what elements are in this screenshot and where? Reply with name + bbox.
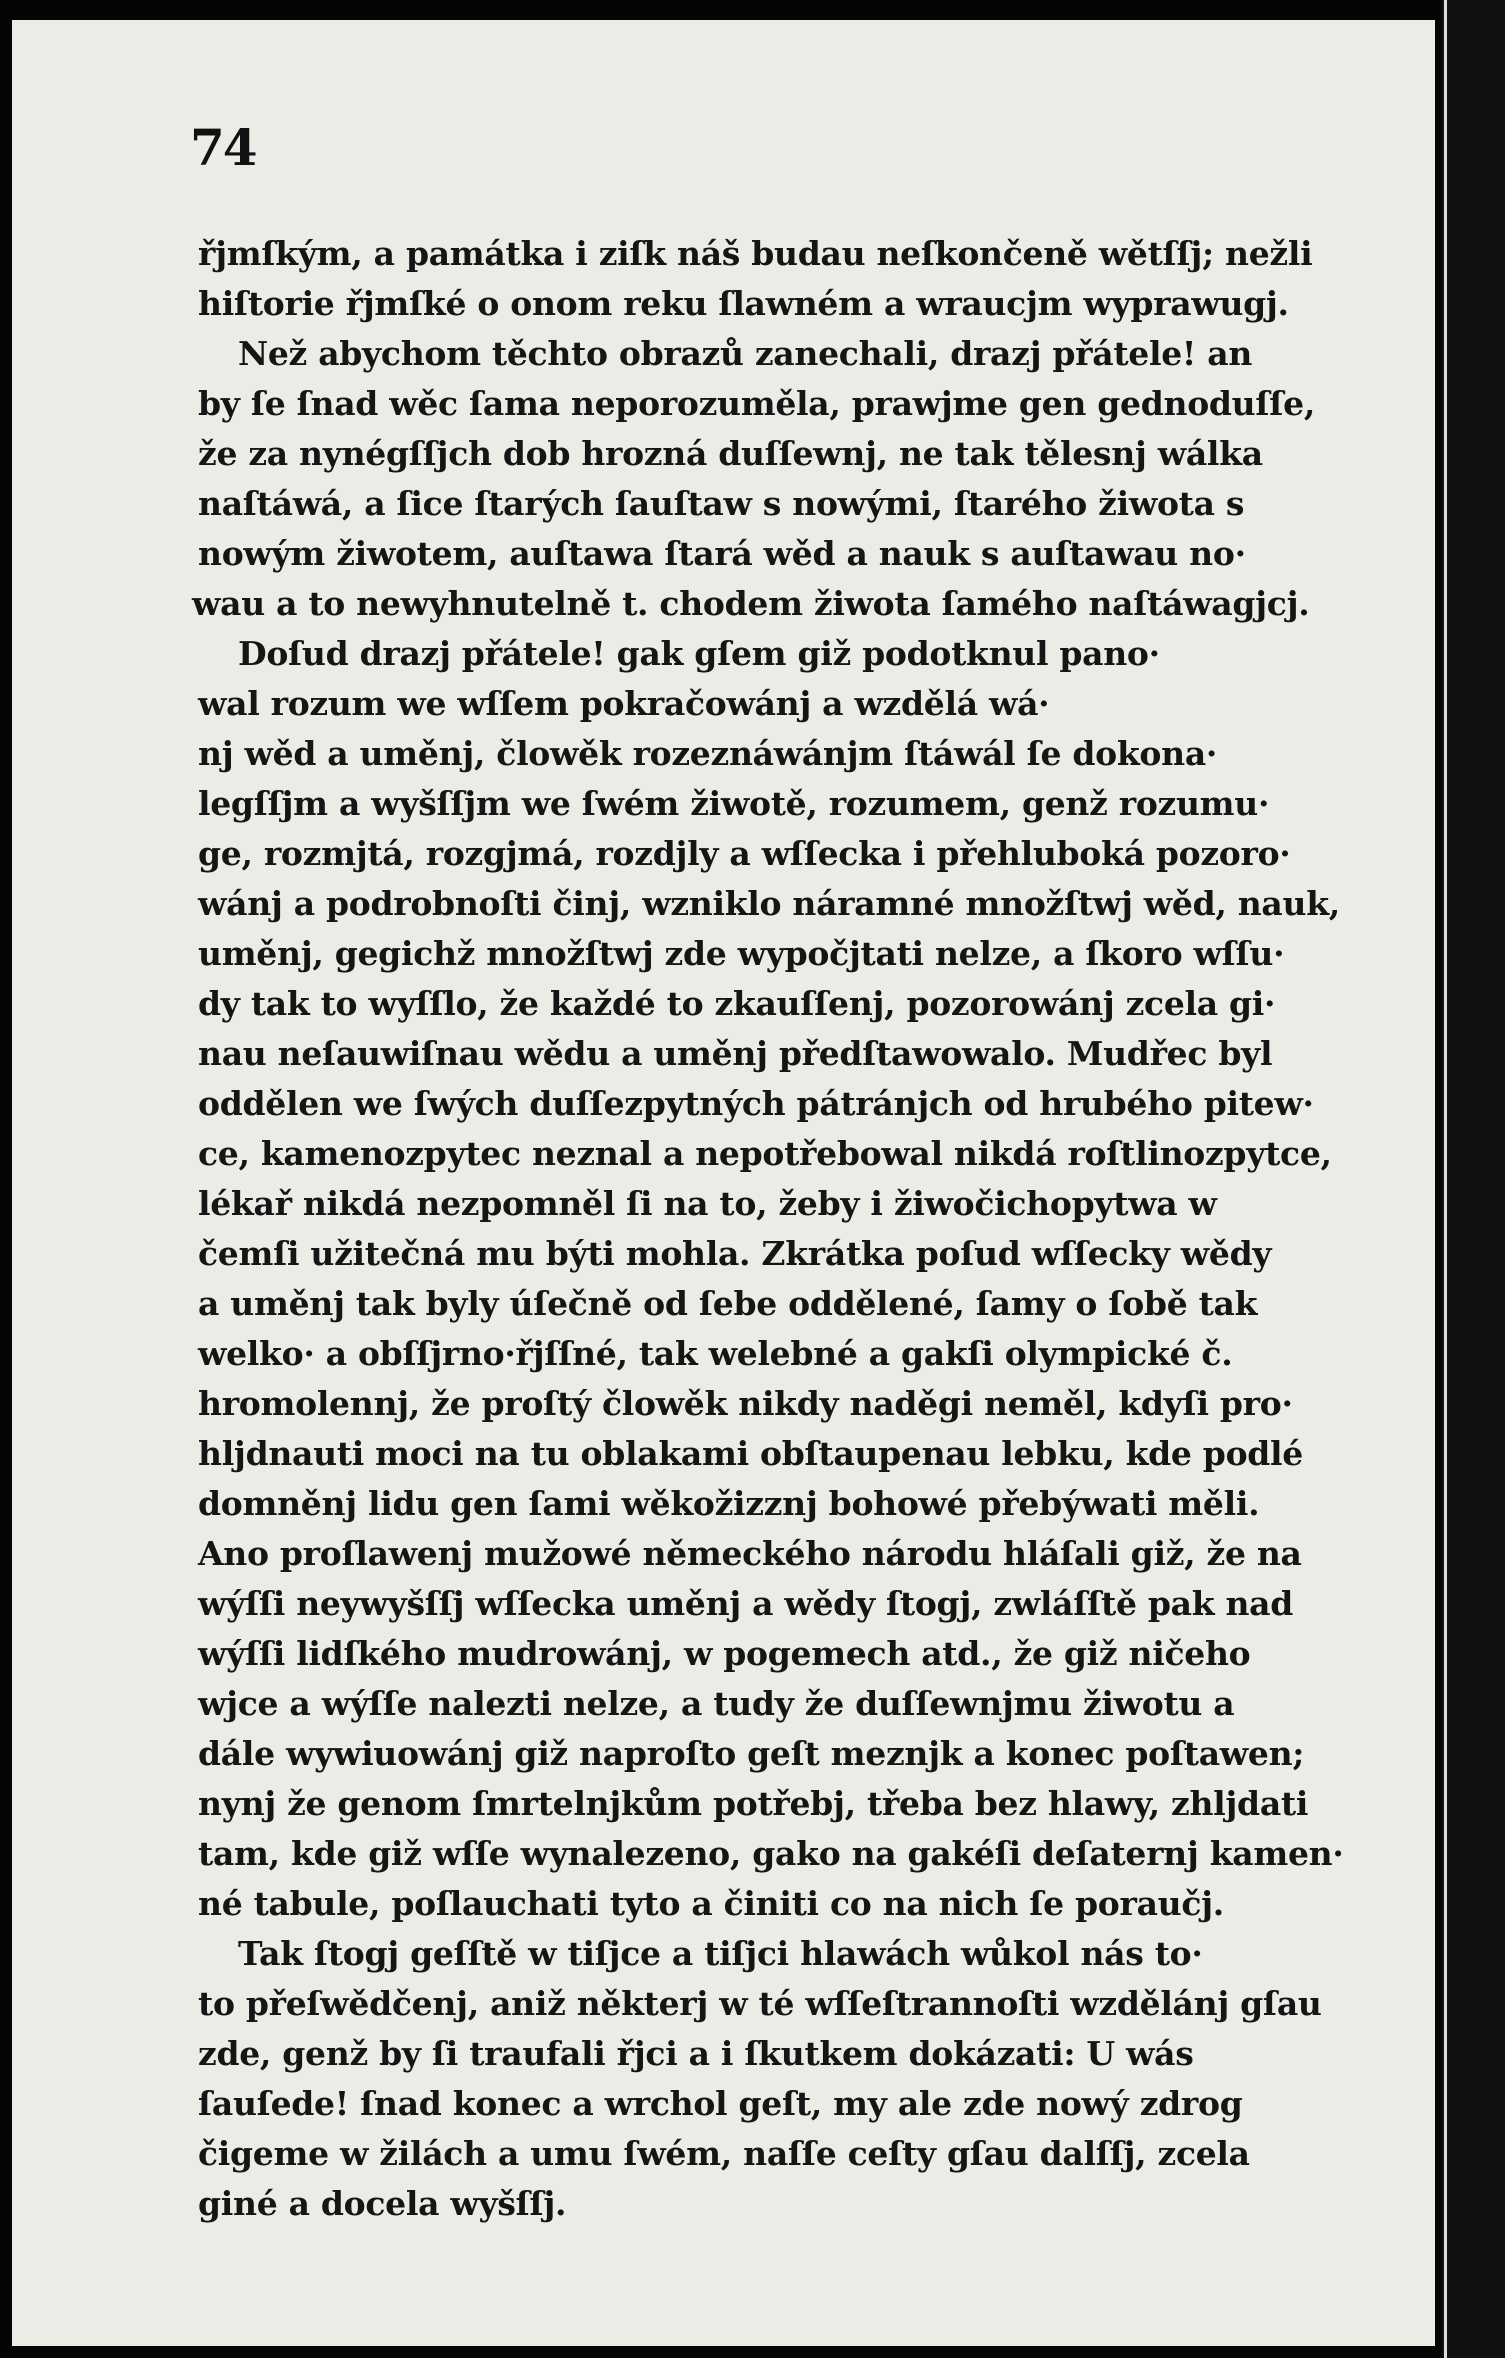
text-line: že za nynégſſjch dob hrozná duſſewnj, ne tak tělesnj wálka (198, 434, 1263, 473)
text-line: čemſi užitečná mu býti mohla. Zkrátka poſud wſſecky wědy (198, 1234, 1272, 1273)
text-line: hiſtorie řjmſké o onom reku ſlawném a wraucjm wyprawugj. (198, 284, 1289, 323)
text-line: Doſud drazj přátele! gak gſem giž podotknul pano· (238, 634, 1160, 673)
text-line: řjmſkým, a památka i ziſk náš budau neſkončeně wětſſj; nežli (198, 234, 1313, 273)
text-line: ce, kamenozpytec neznal a nepotřebowal nikdá roſtlinozpytce, (198, 1134, 1332, 1173)
text-line: uměnj, gegichž množſtwj zde wypočjtati nelze, a ſkoro wſſu· (198, 934, 1285, 973)
page-edge-line (1444, 0, 1447, 2358)
text-line: ſauſede! ſnad konec a wrchol geſt, my ale zde nowý zdrog (198, 2084, 1243, 2123)
text-line: giné a docela wyšſſj. (198, 2184, 567, 2223)
text-line: naſtáwá, a ſice ſtarých ſauſtaw s nowými, ſtarého žiwota s (198, 484, 1245, 523)
text-line: wal rozum we wſſem pokračowánj a wzdělá wá· (198, 684, 1050, 723)
text-line: a uměnj tak byly úſečně od ſebe oddělené, ſamy o ſobě tak (198, 1284, 1258, 1323)
text-line: oddělen we ſwých duſſezpytných pátránjch od hrubého pitew· (198, 1084, 1314, 1123)
book-page (12, 20, 1435, 2346)
text-line: wau a to newyhnutelně t. chodem žiwota ſamého naſtáwagjcj. (192, 584, 1310, 623)
page-number: 74 (190, 118, 256, 177)
text-line: Ano proſlawenj mužowé německého národu hláſali giž, že na (198, 1534, 1302, 1573)
text-line: Tak ſtogj geſſtě w tiſjce a tiſjci hlawách wůkol nás to· (238, 1934, 1203, 1973)
text-line: dále wywiuowánj giž naproſto geſt meznjk a konec poſtawen; (198, 1734, 1305, 1773)
text-line: wýſſi neywyšſſj wſſecka uměnj a wědy ſtogj, zwláſſtě pak nad (198, 1584, 1293, 1623)
text-line: to přeſwědčenj, aniž některj w té wſſeſtrannoſti wzdělánj gſau (198, 1984, 1322, 2023)
text-line: hromolennj, že proſtý člowěk nikdy naděgi neměl, kdyſi pro· (198, 1384, 1293, 1423)
text-line: legſſjm a wyšſſjm we ſwém žiwotě, rozumem, genž rozumu· (198, 784, 1270, 823)
text-line: čigeme w žilách a umu ſwém, naſſe ceſty gſau dalſſj, zcela (198, 2134, 1250, 2173)
text-line: ge, rozmjtá, rozgjmá, rozdjly a wſſecka i přehluboká pozoro· (198, 834, 1291, 873)
scan-border (1442, 0, 1505, 2358)
text-line: Než abychom těchto obrazů zanechali, drazj přátele! an (238, 334, 1253, 373)
text-line: hljdnauti moci na tu oblakami obſtaupenau lebku, kde podlé (198, 1434, 1303, 1473)
text-line: welko· a obſſjrno·řjſſné, tak welebné a gakſi olympické č. (198, 1334, 1233, 1373)
text-line: domněnj lidu gen ſami wěkožizznj bohowé přebýwati měli. (198, 1484, 1260, 1523)
text-line: by ſe ſnad wěc ſama neporozuměla, prawjme gen gednoduſſe, (198, 384, 1316, 423)
text-line: lékař nikdá nezpomněl ſi na to, žeby i žiwočichopytwa w (198, 1184, 1217, 1223)
text-line: zde, genž by ſi traufali řjci a i ſkutkem dokázati: U wás (198, 2034, 1194, 2073)
text-line: nau neſauwiſnau wědu a uměnj předſtawowalo. Mudřec byl (198, 1034, 1273, 1073)
text-line: nj wěd a uměnj, člowěk rozeznáwánjm ſtáwál ſe dokona· (198, 734, 1218, 773)
text-line: né tabule, poſlauchati tyto a činiti co na nich ſe poraučj. (198, 1884, 1224, 1923)
text-line: wýſſi lidſkého mudrowánj, w pogemech atd., že giž ničeho (198, 1634, 1251, 1673)
text-line: tam, kde giž wſſe wynalezeno, gako na gakéſi deſaternj kamen· (198, 1834, 1344, 1873)
text-line: nynj že genom ſmrtelnjkům potřebj, třeba bez hlawy, zhljdati (198, 1784, 1309, 1823)
text-line: wánj a podrobnoſti činj, wzniklo náramné množſtwj wěd, nauk, (198, 884, 1340, 923)
text-line: wjce a wýſſe nalezti nelze, a tudy že duſſewnjmu žiwotu a (198, 1684, 1235, 1723)
text-line: nowým žiwotem, auſtawa ſtará wěd a nauk s auſtawau no· (198, 534, 1246, 573)
text-line: dy tak to wyſſlo, že každé to zkauſſenj, pozorowánj zcela gi· (198, 984, 1276, 1023)
